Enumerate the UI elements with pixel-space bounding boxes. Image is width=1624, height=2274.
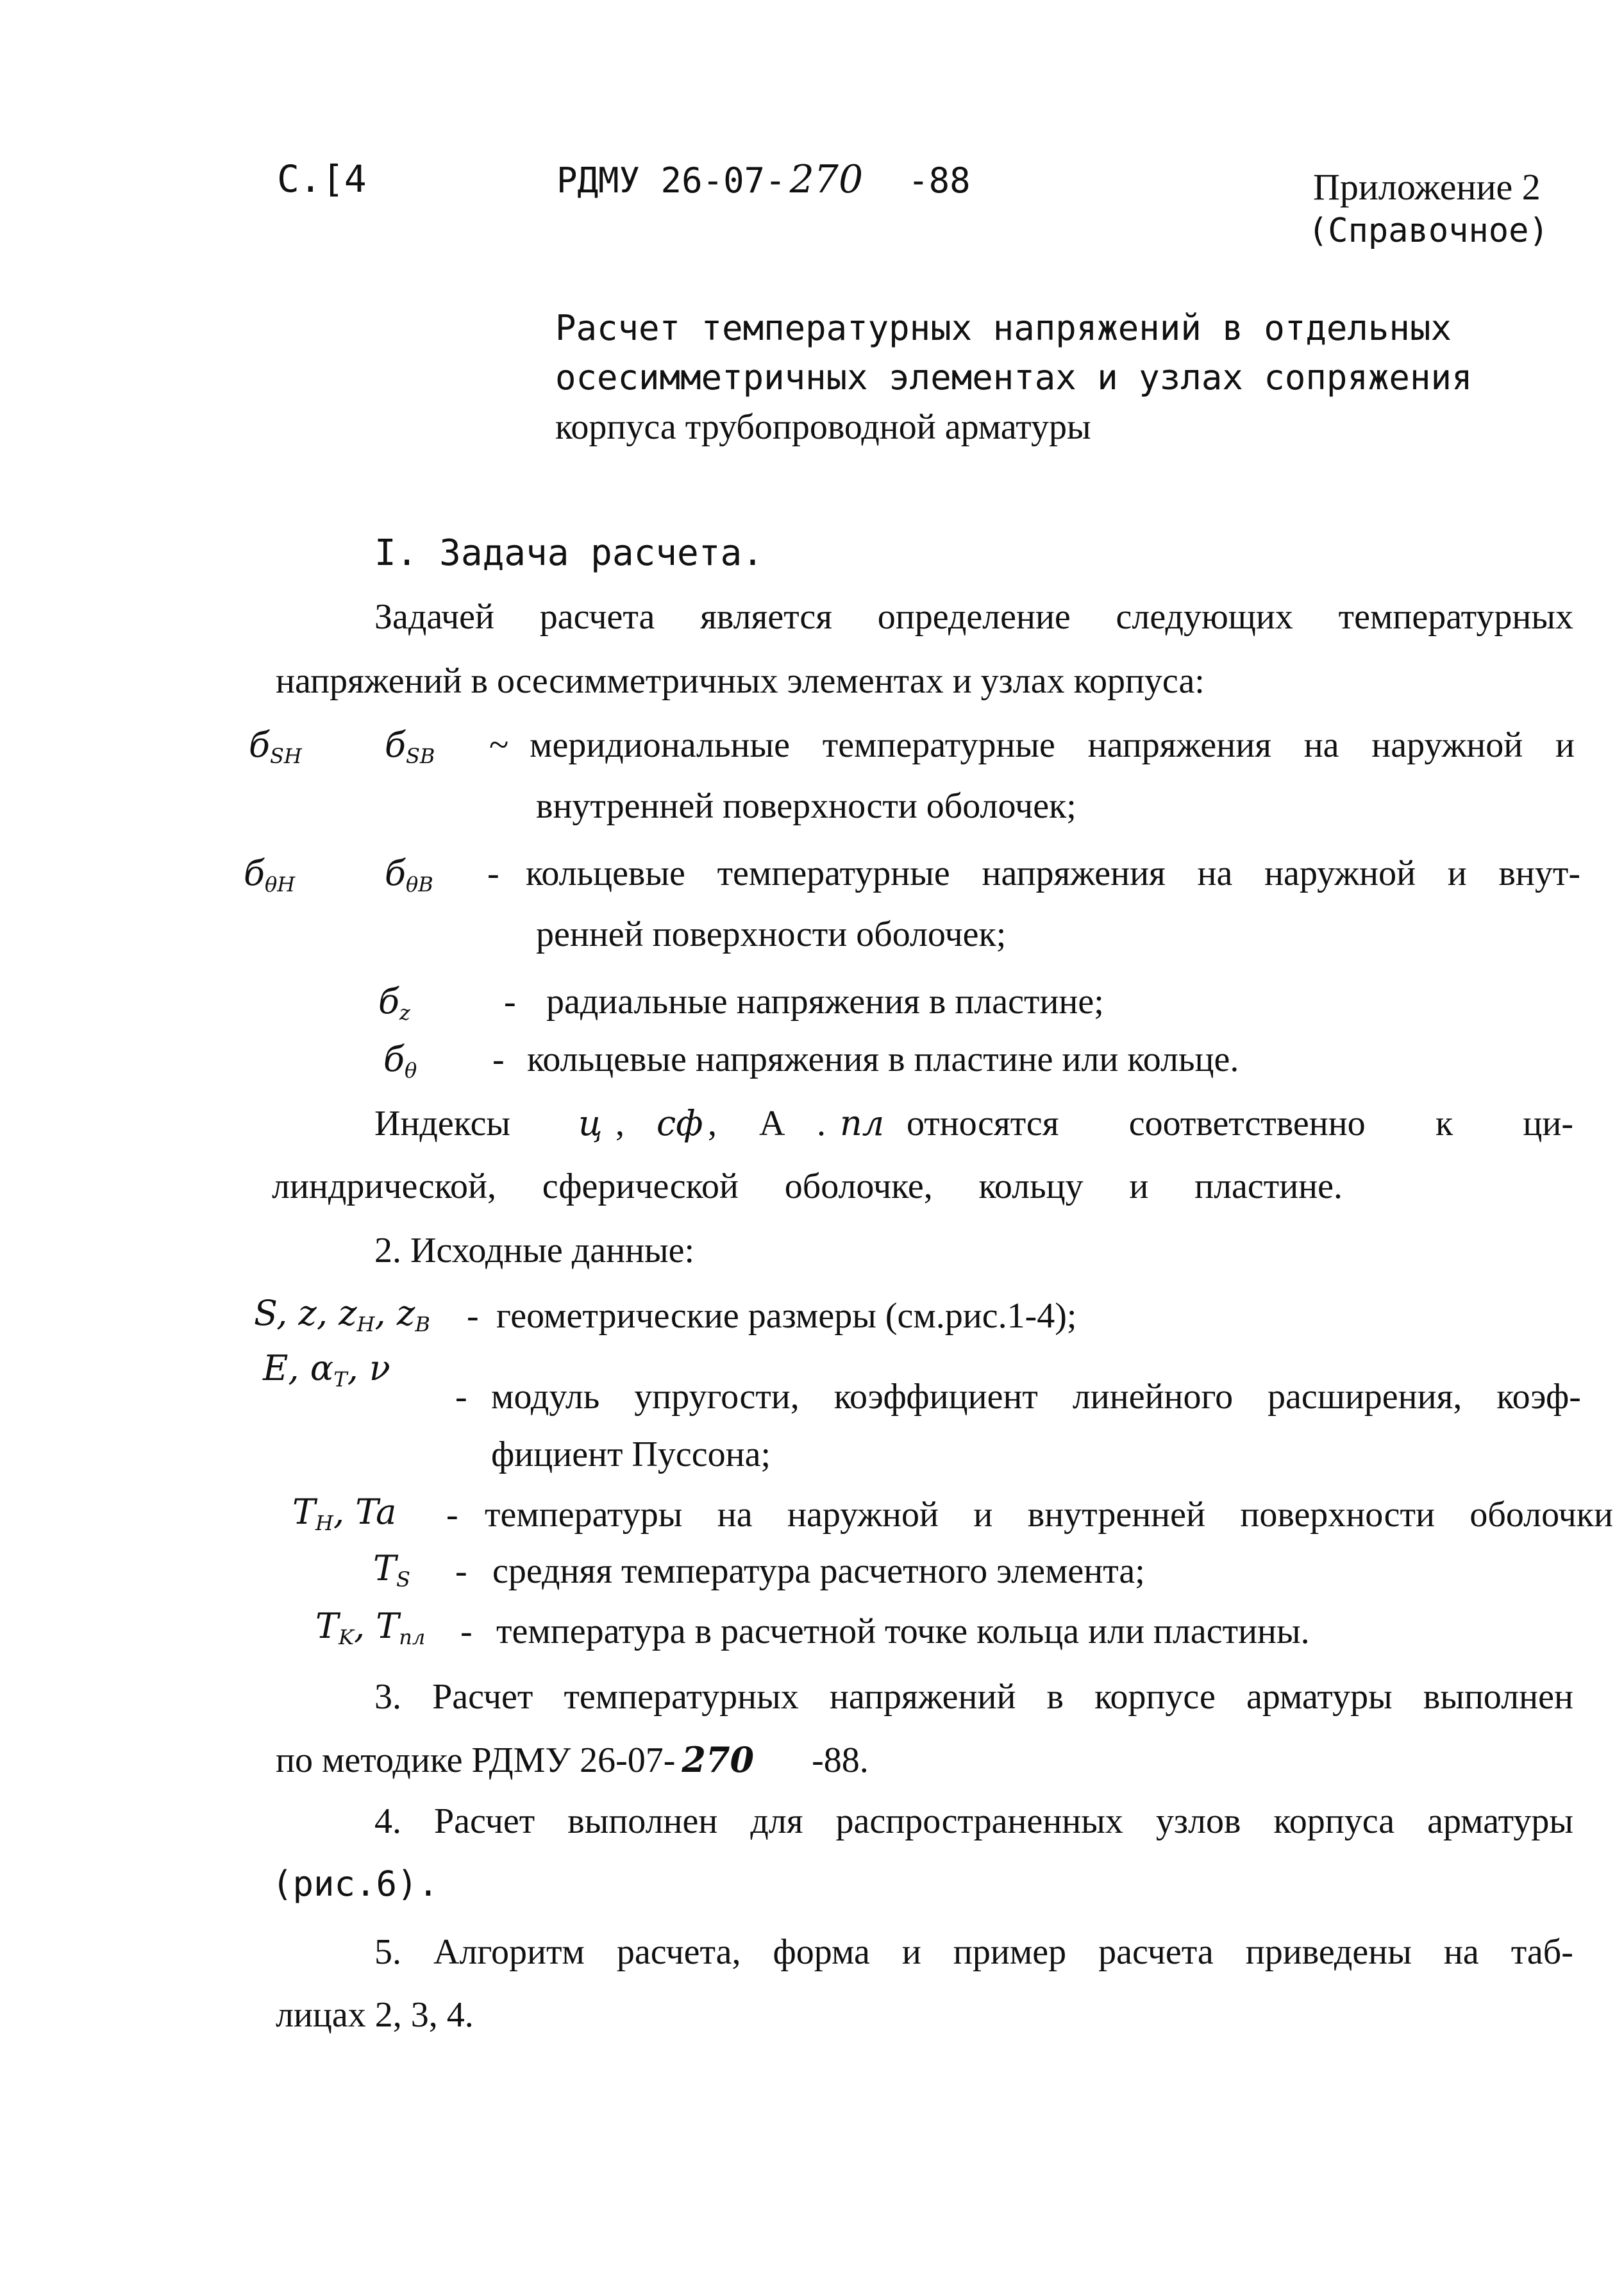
stress-item-plate-hoop	[383, 1039, 1473, 1090]
document-code	[557, 157, 971, 202]
input-item-surface-temps	[292, 1494, 1620, 1545]
section-1-intro-line-2: напряжений в осесимметричных элементах и узлах корпуса:	[276, 661, 1205, 701]
section-3-line-1: 3. Расчет температурных напряжений в корпусе арматуры выполнен	[374, 1677, 1573, 1717]
input-text: температура в расчетной точке кольца или пластины.	[496, 1612, 1310, 1651]
symbol-material: E, $\alpha_T$, ν	[263, 1348, 390, 1392]
stress-text-line-2: ренней поверхности оболочек;	[536, 914, 1007, 954]
section-5-line-2: лицах 2, 3, 4.	[276, 1995, 474, 2035]
input-item-point-temp	[315, 1606, 1534, 1662]
input-text: температуры на наружной и внутренней поверхности оболочки	[485, 1495, 1613, 1535]
input-text: модуль упругости, коэффициент линейного расширения, коэф-	[491, 1377, 1581, 1417]
stress-item-hoop	[244, 853, 1584, 954]
document-code-suffix: -88	[908, 160, 971, 201]
stress-text: радиальные напряжения в пластине;	[546, 982, 1104, 1022]
stress-text: кольцевые напряжения в пластине или кольце.	[527, 1040, 1239, 1079]
indices-comma: ,	[615, 1104, 624, 1143]
title-line-2: осесимметричных элементах и узлах сопряжения	[555, 357, 1473, 398]
symbol-sigma-theta-b: $б_{\theta B}$	[385, 853, 433, 897]
section-1-heading: I. Задача расчета.	[374, 532, 764, 574]
input-dash: -	[455, 1377, 467, 1417]
stress-text-line-2: внутренней поверхности оболочек;	[536, 786, 1076, 826]
input-dash: -	[455, 1551, 467, 1591]
document-code-prefix: РДМУ 26-07-	[557, 160, 786, 201]
symbol-sigma-theta: $б_\theta$	[383, 1039, 417, 1082]
symbol-surface-temps: $T_H$, Ta	[292, 1492, 397, 1535]
symbol-mean-temp: $T_S$	[373, 1548, 410, 1592]
input-text: средняя температура расчетного элемента;	[492, 1551, 1145, 1591]
page-number: С.[4	[277, 157, 367, 201]
input-item-material	[263, 1348, 1584, 1474]
symbol-dimensions: S, z, $z_H$, $z_B$	[254, 1293, 430, 1336]
indices-line-2: линдрической, сферической оболочке, кольцу и пластине.	[272, 1166, 1343, 1206]
title-line-1: Расчет температурных напряжений в отдельных	[555, 308, 1452, 348]
stress-dash: ~	[489, 725, 509, 765]
symbol-sigma-sb: $б_{SB}$	[385, 725, 435, 768]
section-4-line-1: 4. Расчет выполнен для распространенных узлов корпуса арматуры	[374, 1801, 1573, 1841]
appendix-type: (Справочное)	[1308, 212, 1549, 250]
section-2-heading: 2. Исходные данные:	[374, 1231, 695, 1270]
indices-line-1	[374, 1103, 1573, 1154]
symbol-sigma-sh: $б_{SH}$	[249, 725, 302, 768]
input-item-mean-temp	[373, 1548, 1399, 1602]
appendix-label: Приложение 2	[1313, 166, 1541, 208]
symbol-sigma-theta-h: $б_{\theta H}$	[244, 853, 296, 897]
stress-item-meridional	[249, 725, 1582, 826]
document-code-number: 270	[789, 157, 864, 202]
stress-item-radial	[378, 981, 1404, 1032]
section-5-line-1: 5. Алгоритм расчета, форма и пример расчета приведены на таб-	[374, 1932, 1573, 1972]
stress-text-line-1: меридиональные температурные напряжения на наружной и	[530, 725, 1575, 765]
stress-dash: -	[492, 1040, 505, 1079]
index-sphere: сф	[657, 1103, 703, 1143]
index-ring: A	[759, 1104, 785, 1143]
section-4-line-2: (рис.6).	[272, 1864, 439, 1904]
section-1-intro-line-1: Задачей расчета является определение следующих температурных	[374, 597, 1573, 637]
indices-word: Индексы	[374, 1104, 511, 1143]
indices-dot: .	[817, 1104, 826, 1143]
stress-dash: -	[487, 854, 499, 893]
input-text-line-2: фициент Пуссона;	[491, 1435, 771, 1474]
input-dash: -	[446, 1495, 458, 1535]
input-item-dimensions	[254, 1295, 1280, 1347]
symbol-point-temp: $T_K$, $T_{пл}$	[315, 1606, 426, 1649]
symbol-sigma-z: $б_z$	[378, 981, 410, 1025]
input-text: геометрические размеры (см.рис.1-4);	[496, 1296, 1077, 1336]
input-dash: -	[467, 1296, 479, 1336]
section-3-line-2: по методике РДМУ 26-07- 270 -88.	[276, 1739, 869, 1780]
stress-text-line-1: кольцевые температурные напряжения на наружной и внут-	[526, 854, 1580, 893]
stress-dash: -	[504, 982, 516, 1022]
indices-comma: ,	[708, 1104, 717, 1143]
index-plate: пл	[840, 1103, 885, 1143]
indices-rest: относятся соответственно к ци-	[907, 1104, 1573, 1143]
index-cylinder: ц	[578, 1103, 603, 1143]
input-dash: -	[460, 1612, 473, 1651]
title-line-3: корпуса трубопроводной арматуры	[555, 407, 1091, 447]
